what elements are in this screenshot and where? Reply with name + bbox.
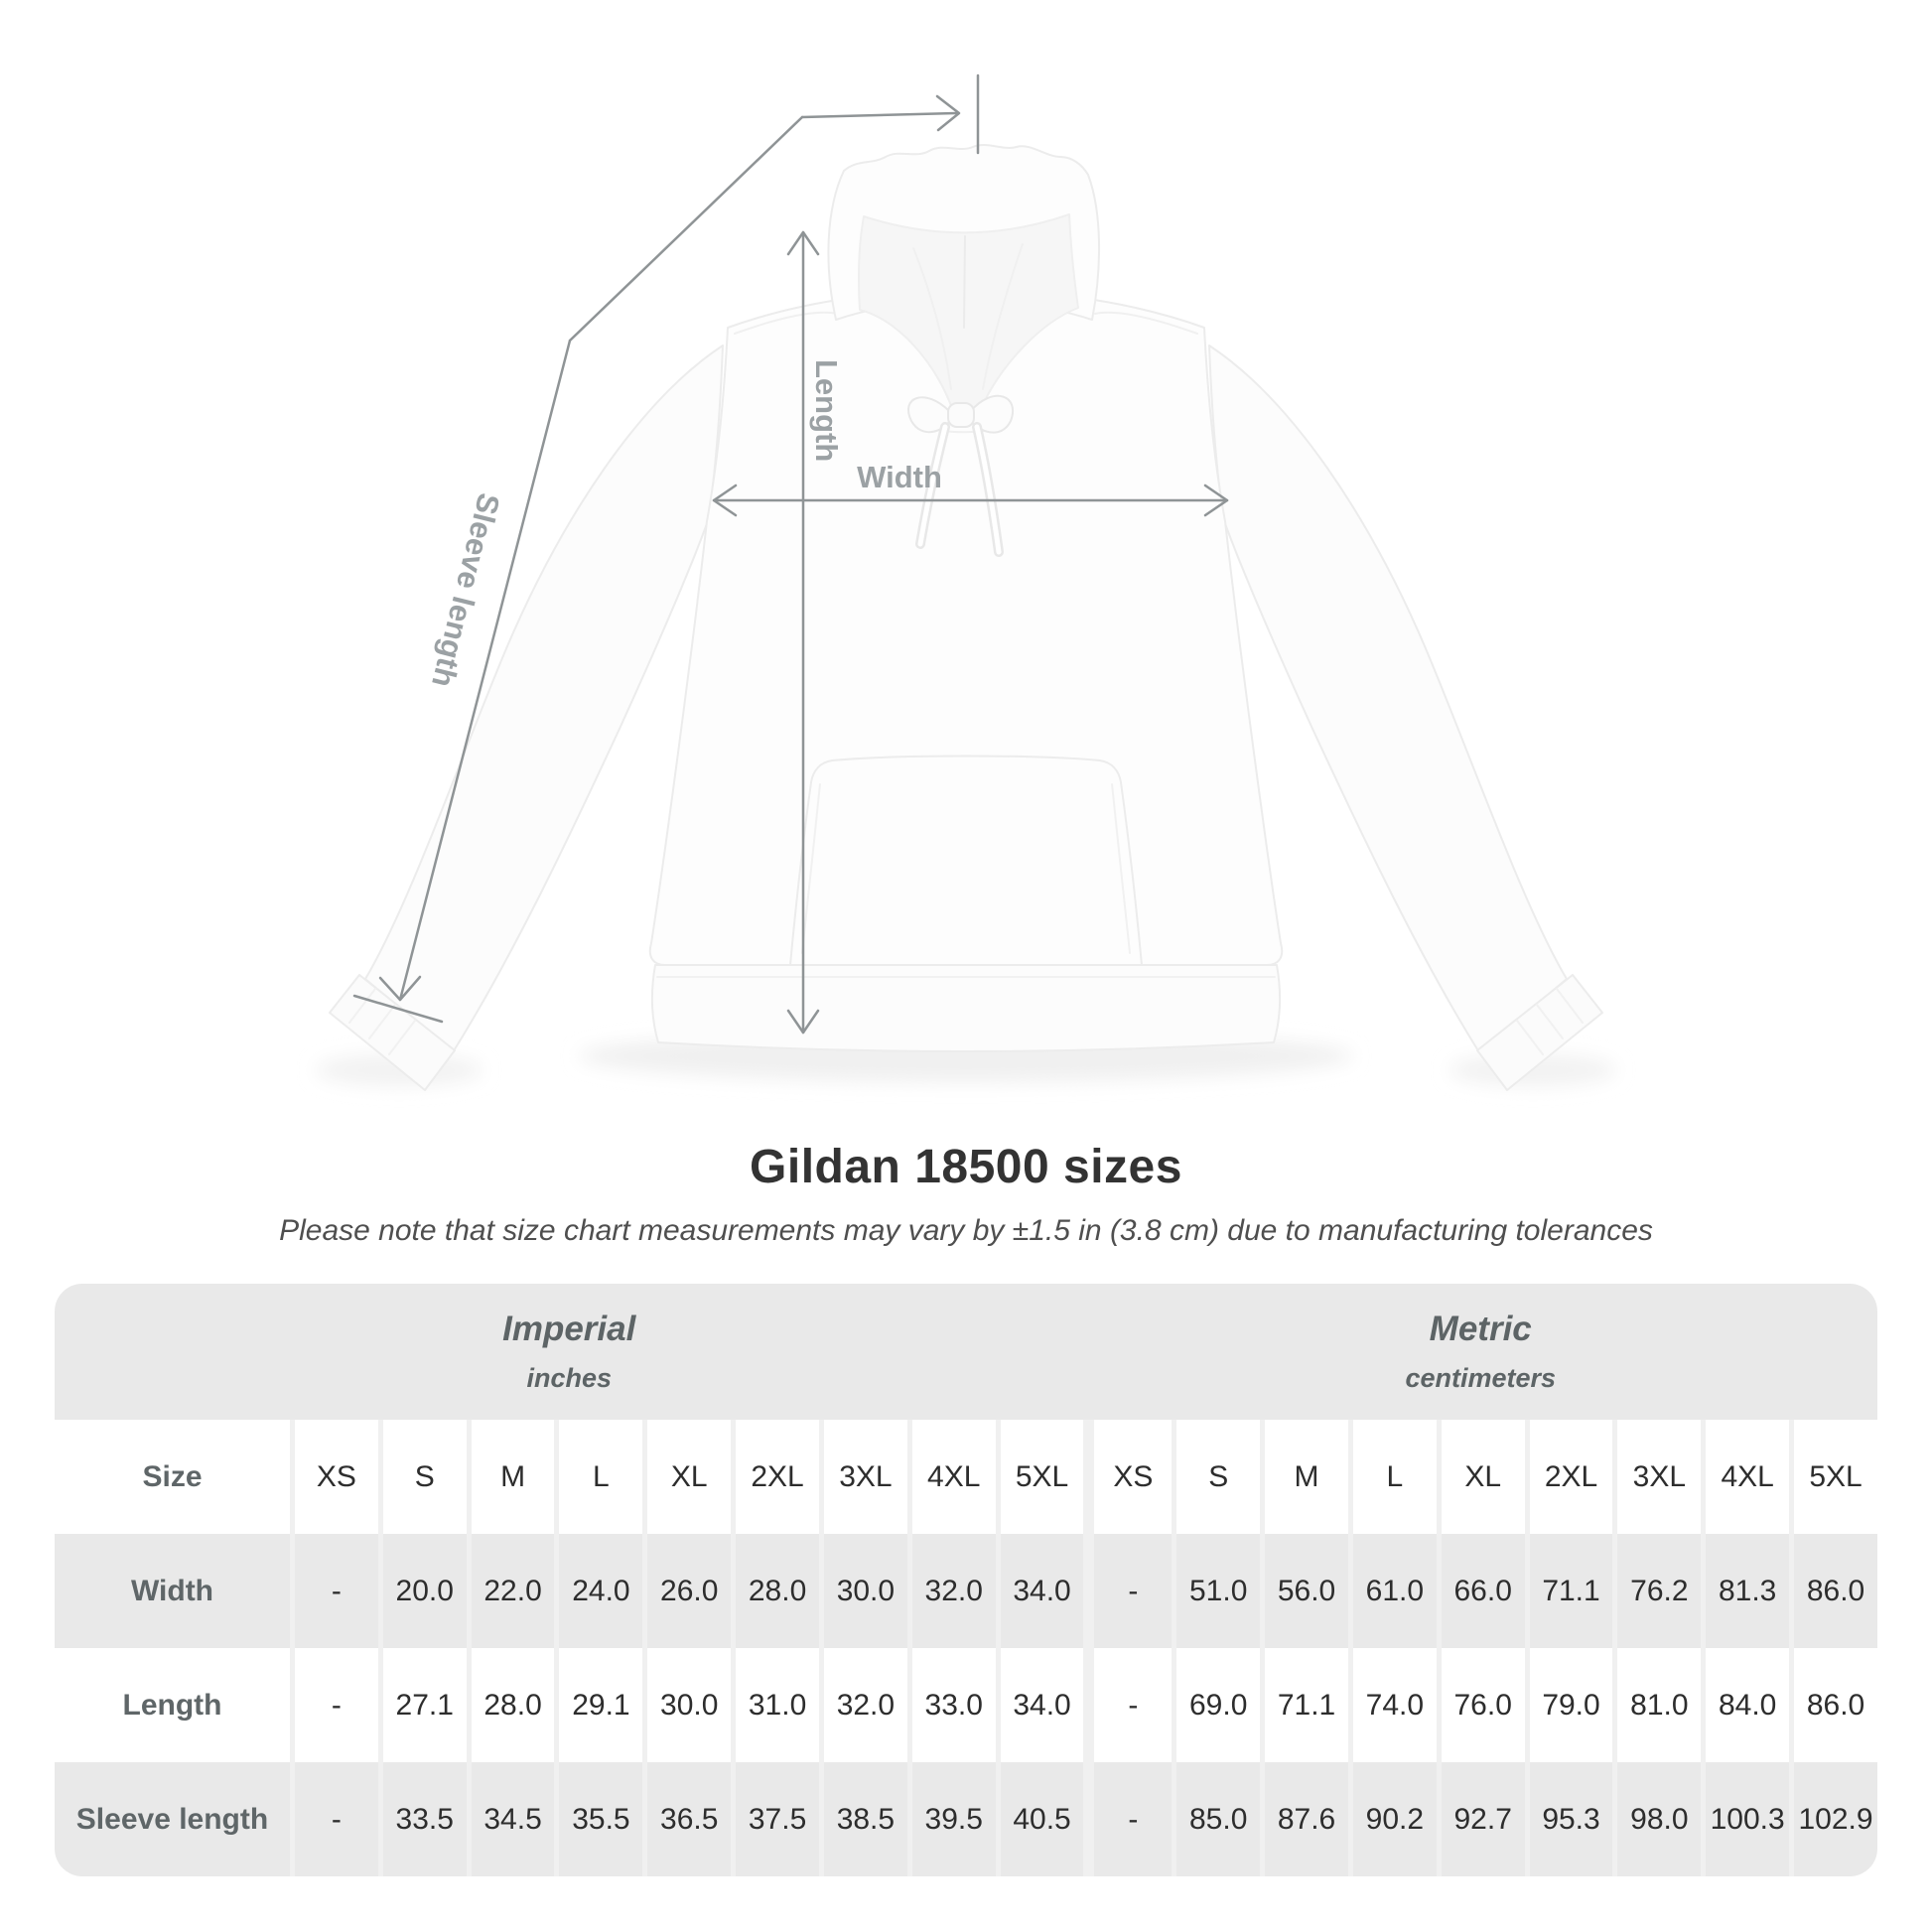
length-m-in: 28.0 xyxy=(467,1648,555,1762)
width-2xl-in: 28.0 xyxy=(731,1534,819,1648)
sleeve-length-label: Sleeve length xyxy=(425,489,507,691)
metric-group-header xyxy=(1083,1284,1877,1420)
size-5xl-imperial: 5XL xyxy=(996,1420,1084,1534)
metric-group-unit: centimeters xyxy=(1405,1363,1557,1393)
sleeve-m-cm: 87.6 xyxy=(1260,1762,1348,1876)
size-2xl-metric: 2XL xyxy=(1525,1420,1613,1534)
length-s-in: 27.1 xyxy=(378,1648,467,1762)
width-2xl-cm: 71.1 xyxy=(1525,1534,1613,1648)
size-xl-imperial: XL xyxy=(642,1420,731,1534)
sleeve-3xl-cm: 98.0 xyxy=(1612,1762,1701,1876)
length-row xyxy=(55,1648,1877,1762)
size-4xl-metric: 4XL xyxy=(1701,1420,1789,1534)
width-4xl-in: 32.0 xyxy=(907,1534,996,1648)
width-3xl-cm: 76.2 xyxy=(1612,1534,1701,1648)
sleeve-5xl-cm: 102.9 xyxy=(1789,1762,1877,1876)
size-m-metric: M xyxy=(1260,1420,1348,1534)
sleeve-xl-in: 36.5 xyxy=(642,1762,731,1876)
size-header-row xyxy=(55,1420,1877,1534)
width-s-cm: 51.0 xyxy=(1172,1534,1260,1648)
width-xs-cm: - xyxy=(1083,1534,1172,1648)
sleeve-length-row-label: Sleeve length xyxy=(75,1802,269,1836)
sleeve-2xl-in: 37.5 xyxy=(731,1762,819,1876)
width-3xl-in: 30.0 xyxy=(819,1534,907,1648)
size-2xl-imperial: 2XL xyxy=(731,1420,819,1534)
length-5xl-cm: 86.0 xyxy=(1789,1648,1877,1762)
sleeve-3xl-in: 38.5 xyxy=(819,1762,907,1876)
size-3xl-metric: 3XL xyxy=(1612,1420,1701,1534)
page-subtitle: Please note that size chart measurements may vary by ±1.5 in (3.8 cm) due to manufacturing tolerances xyxy=(279,1214,1653,1247)
length-m-cm: 71.1 xyxy=(1260,1648,1348,1762)
size-m-imperial: M xyxy=(467,1420,555,1534)
width-5xl-cm: 86.0 xyxy=(1789,1534,1877,1648)
size-table xyxy=(55,1284,1877,1876)
sleeve-xs-cm: - xyxy=(1083,1762,1172,1876)
sleeve-5xl-in: 40.5 xyxy=(996,1762,1084,1876)
hoodie-pocket xyxy=(790,757,1142,966)
width-5xl-in: 34.0 xyxy=(996,1534,1084,1648)
length-2xl-in: 31.0 xyxy=(731,1648,819,1762)
width-xl-in: 26.0 xyxy=(642,1534,731,1648)
width-label: Width xyxy=(857,460,942,494)
sleeve-m-in: 34.5 xyxy=(467,1762,555,1876)
size-s-imperial: S xyxy=(378,1420,467,1534)
imperial-group-title: Imperial xyxy=(502,1310,636,1348)
sleeve-s-in: 33.5 xyxy=(378,1762,467,1876)
width-row xyxy=(55,1534,1877,1648)
width-l-in: 24.0 xyxy=(554,1534,642,1648)
size-s-metric: S xyxy=(1172,1420,1260,1534)
hoodie-hem xyxy=(652,965,1280,1051)
width-4xl-cm: 81.3 xyxy=(1701,1534,1789,1648)
sleeve-l-cm: 90.2 xyxy=(1348,1762,1437,1876)
size-4xl-imperial: 4XL xyxy=(907,1420,996,1534)
sleeve-xl-cm: 92.7 xyxy=(1437,1762,1525,1876)
width-s-in: 20.0 xyxy=(378,1534,467,1648)
imperial-group-unit: inches xyxy=(526,1363,612,1393)
length-5xl-in: 34.0 xyxy=(996,1648,1084,1762)
size-5xl-metric: 5XL xyxy=(1789,1420,1877,1534)
title-block xyxy=(0,1140,1932,1248)
sleeve-s-cm: 85.0 xyxy=(1172,1762,1260,1876)
length-label: Length xyxy=(809,359,844,463)
sleeve-2xl-cm: 95.3 xyxy=(1525,1762,1613,1876)
imperial-group-header xyxy=(55,1284,1083,1420)
metric-group-title: Metric xyxy=(1429,1310,1532,1348)
length-s-cm: 69.0 xyxy=(1172,1648,1260,1762)
sleeve-l-in: 35.5 xyxy=(554,1762,642,1876)
length-xs-cm: - xyxy=(1083,1648,1172,1762)
size-xs-imperial: XS xyxy=(290,1420,378,1534)
size-xs-metric: XS xyxy=(1083,1420,1172,1534)
length-xl-in: 30.0 xyxy=(642,1648,731,1762)
length-3xl-cm: 81.0 xyxy=(1612,1648,1701,1762)
width-l-cm: 61.0 xyxy=(1348,1534,1437,1648)
size-l-metric: L xyxy=(1348,1420,1437,1534)
length-xs-in: - xyxy=(290,1648,378,1762)
length-2xl-cm: 79.0 xyxy=(1525,1648,1613,1762)
width-m-cm: 56.0 xyxy=(1260,1534,1348,1648)
length-xl-cm: 76.0 xyxy=(1437,1648,1525,1762)
length-3xl-in: 32.0 xyxy=(819,1648,907,1762)
length-4xl-cm: 84.0 xyxy=(1701,1648,1789,1762)
width-row-label: Width xyxy=(130,1574,214,1607)
width-m-in: 22.0 xyxy=(467,1534,555,1648)
size-l-imperial: L xyxy=(554,1420,642,1534)
size-3xl-imperial: 3XL xyxy=(819,1420,907,1534)
size-xl-metric: XL xyxy=(1437,1420,1525,1534)
sleeve-4xl-in: 39.5 xyxy=(907,1762,996,1876)
sleeve-4xl-cm: 100.3 xyxy=(1701,1762,1789,1876)
page-title: Gildan 18500 sizes xyxy=(750,1141,1182,1193)
size-column-header: Size xyxy=(142,1459,203,1493)
length-row-label: Length xyxy=(122,1688,222,1722)
length-l-in: 29.1 xyxy=(554,1648,642,1762)
sleeve-length-row xyxy=(55,1762,1877,1876)
hoodie-graphic xyxy=(330,145,1602,1090)
width-xl-cm: 66.0 xyxy=(1437,1534,1525,1648)
length-l-cm: 74.0 xyxy=(1348,1648,1437,1762)
length-4xl-in: 33.0 xyxy=(907,1648,996,1762)
size-table-container xyxy=(55,1284,1877,1876)
width-xs-in: - xyxy=(290,1534,378,1648)
unit-group-header-row xyxy=(55,1284,1877,1420)
sleeve-xs-in: - xyxy=(290,1762,378,1876)
